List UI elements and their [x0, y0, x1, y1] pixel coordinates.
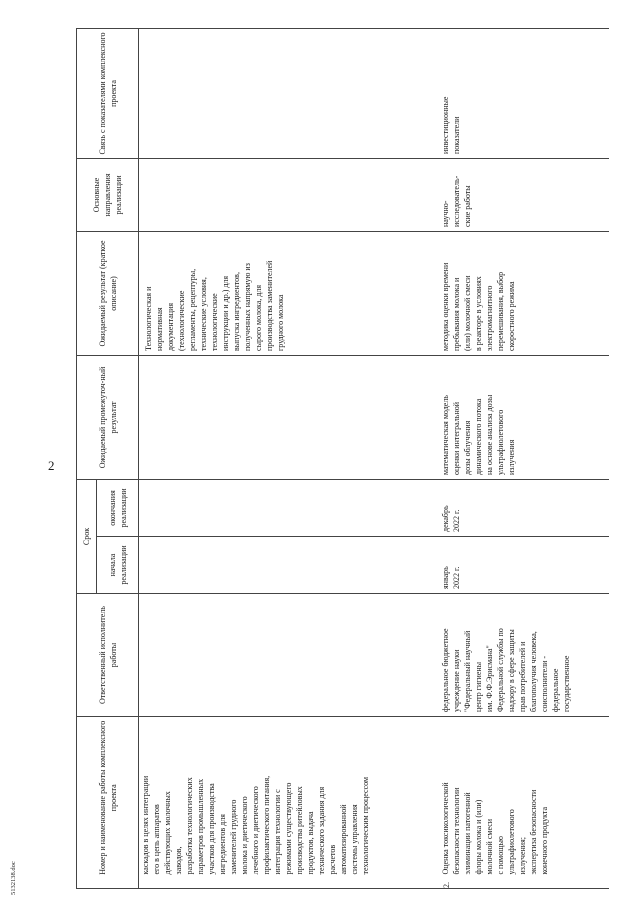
row2-end-line: декабрь [440, 505, 450, 532]
header-end: окончания реализации [97, 479, 139, 536]
row1-name-line: системы управления [350, 804, 359, 875]
row2-interim-line: излучения [506, 439, 516, 475]
row1-name-line: интеграция технологии с [273, 789, 282, 875]
row1-expected-line: технические условия, [199, 277, 208, 351]
row2-interim [439, 355, 609, 479]
row2-directions-line: ские работы [462, 185, 472, 227]
row2-name-line: с помощью [495, 835, 505, 875]
row2-name-line: элиминации патогенной [462, 792, 472, 875]
row2-executor-line: благополучия человека, [528, 631, 538, 712]
row2-interim-line: на основе анализа дозы [484, 394, 494, 475]
row2-directions-line: научно- [440, 200, 450, 227]
row2-executor-line: учреждение науки [451, 649, 461, 712]
table-row-2 [439, 28, 609, 888]
row1-name-line: каскадов в целях интеграции [141, 775, 150, 875]
row2-expected-line: электромагнитного [484, 285, 494, 351]
row2-executor [439, 594, 609, 717]
row1-name-line: участков для производства [207, 783, 216, 875]
row2-executor-line: центр гигиены [473, 661, 483, 712]
row2-directions-line: исследователь- [451, 175, 461, 227]
row2-executor-line: государственное [561, 655, 571, 712]
row2-directions [439, 158, 609, 231]
header-executor: Ответственный исполнитель работы [77, 594, 139, 717]
footer-filename: 5132138.doc [10, 861, 17, 895]
row2-name-line: Оценка токсикологической [440, 782, 450, 875]
row2-executor-line: федеральное [550, 668, 560, 712]
row2-interim-line: динамического потока [473, 398, 483, 475]
row2-number: 2. [439, 879, 609, 889]
header-name: Номер и наименование работы комплексного проекта [77, 717, 139, 879]
row1-name-line: автоматизированной [339, 804, 348, 875]
row2-expected-line: в реакторе в условиях [473, 276, 483, 351]
row1-name-line: ингредиентов для [218, 814, 227, 875]
row2-name-line: конечного продукта [539, 806, 549, 875]
row1-expected-line: производства заменителей [265, 260, 274, 351]
row2-name-line: молочной смеси [484, 818, 494, 875]
row1-interim [139, 355, 439, 479]
row1-name-line: заменителей грудного [229, 799, 238, 875]
row2-interim-line: ультрафиолетового [495, 409, 505, 475]
row2-name-line: флоры молока и (или) [473, 799, 483, 875]
row1-link [139, 28, 439, 158]
row1-name-line: заводов, [174, 846, 183, 875]
row1-num [139, 879, 439, 889]
row1-expected-line: Технологическая и [144, 286, 153, 351]
header-num-blank [77, 879, 139, 889]
row1-expected-line: технологические [210, 293, 219, 351]
row1-name [139, 717, 439, 879]
header-term: Срок [77, 479, 97, 593]
row2-executor-line: прав потребителей и [517, 641, 527, 712]
row1-expected-line: сырого молока, для [254, 284, 263, 351]
row1-executor [139, 594, 439, 717]
row2-expected-line: скоростного режима [506, 281, 516, 351]
page-number: 2 [48, 458, 55, 473]
row2-expected-line: (или) молочной смеси [462, 275, 472, 351]
project-table [76, 28, 609, 889]
row2-name-line: ультрафиолетового [506, 809, 516, 875]
row1-name-line: разработка технологических [185, 777, 194, 875]
row2-executor-line: Федеральной службы по [495, 628, 505, 712]
row2-start-line: январь [440, 566, 450, 589]
row2-end [439, 479, 609, 536]
row2-interim-line: дозы облучения [462, 420, 472, 475]
row2-expected-line: пребывания молока и [451, 277, 461, 351]
row1-expected-line: инструкции и др.) для [221, 275, 230, 351]
row1-name-line: продуктов, выдача [306, 811, 315, 875]
row1-expected-line: нормативная [155, 307, 164, 351]
row1-start [139, 537, 439, 594]
row2-executor-line: "Федеральный научный [462, 630, 472, 712]
row1-name-line: производства ритейловых [295, 786, 304, 875]
row2-start [439, 537, 609, 594]
row1-name-line: режимами существующего [284, 782, 293, 875]
row2-executor-line: федеральное бюджетное [440, 628, 450, 712]
row2-executor-line: надзору в сфере защиты [506, 629, 516, 712]
row1-name-line: расчетов [328, 844, 337, 875]
row2-name-line: экспертиза безопасности [528, 789, 538, 875]
row2-end-line: 2022 г. [451, 509, 461, 532]
row2-start-line: 2022 г. [451, 566, 461, 589]
header-directions: Основные направления реализации [77, 158, 139, 231]
header-start: начала реализации [97, 537, 139, 594]
header-row [77, 28, 97, 888]
row2-link-line: показатели [451, 116, 461, 154]
row1-name-line: технического задания для [317, 786, 326, 875]
row2-name-line: излучения; [517, 837, 527, 875]
row2-link-line: инвестиционные [440, 96, 450, 154]
row2-link [439, 28, 609, 158]
row1-name-line: профилактического питания, [262, 775, 271, 875]
row2-interim-line: оценки интегральной [451, 401, 461, 475]
row2-expected-line: методика оценки времени [440, 262, 450, 351]
row2-name-line: безопасности технологии [451, 787, 461, 875]
row1-expected-line: документация [166, 302, 175, 351]
header-link: Связь с показателями комплексного проекта [77, 28, 139, 158]
row2-interim-line: математическая модель [440, 395, 450, 475]
row2-executor-line: соисполнители - [539, 655, 549, 712]
row1-name-line: технологическим процессом [361, 776, 370, 875]
header-expected: Ожидаемый результат (краткое описание) [77, 231, 139, 355]
row1-directions [139, 158, 439, 231]
row1-end [139, 479, 439, 536]
row1-expected-line: регламенты, рецептуры, [188, 268, 197, 351]
row2-expected-line: перемешивания, выбор [495, 271, 505, 351]
row1-expected-line: (технологические [177, 290, 186, 351]
rotated-page [76, 29, 622, 889]
table-row-1 [139, 28, 439, 888]
row2-executor-line: им. Ф.Ф.Эрисмана" [484, 645, 494, 712]
row1-name-line: параметров промышленных [196, 778, 205, 875]
row2-expected [439, 231, 609, 355]
row1-expected-line: полученных напрямую из [243, 263, 252, 351]
header-interim: Ожидаемый промежуточ-ный результат [77, 355, 139, 479]
row1-name-line: молока и диетического [240, 796, 249, 875]
row1-name-line: лечебного и диетического [251, 786, 260, 875]
row1-name-line: действующих молочных [163, 791, 172, 875]
row1-expected-line: грудного молока [276, 294, 285, 351]
row1-expected-line: выпуска ингредиентов, [232, 272, 241, 351]
row2-name [439, 717, 609, 879]
row1-expected [139, 231, 439, 355]
row1-name-line: его в цепь аппаратов [152, 804, 161, 875]
